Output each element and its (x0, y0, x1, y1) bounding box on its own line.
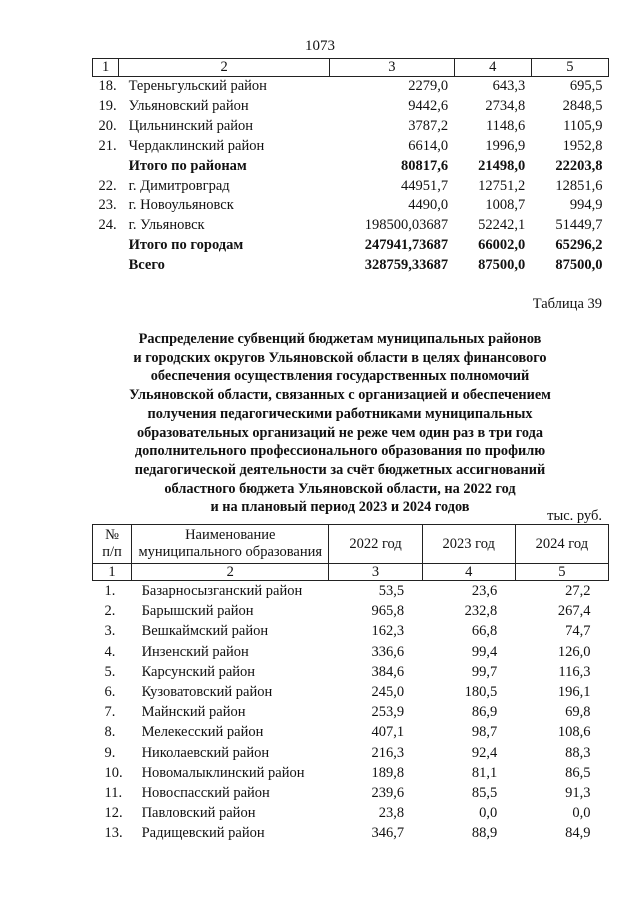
units-label: тыс. руб. (547, 508, 602, 524)
value-col4: 52242,1 (478, 217, 526, 234)
value-col3: 198500,03687 (364, 217, 449, 234)
value-2024: 267,4 (557, 603, 591, 620)
value-2023: 0,0 (479, 805, 498, 822)
municipality-name: Павловский район (141, 805, 256, 822)
row-number: 22. (98, 177, 117, 194)
value-col3: 2279,0 (408, 78, 449, 94)
value-col5: 51449,7 (555, 217, 603, 234)
title-line: и на плановый период 2023 и 2024 годов (210, 499, 470, 516)
column-number-cell: 5 (531, 59, 608, 77)
column-number-cell: 1 (93, 564, 132, 581)
value-2023: 99,7 (471, 663, 498, 680)
value-col3: 247941,73687 (364, 237, 449, 254)
municipality-name: Чердаклинский район (128, 137, 265, 154)
value-col4: 2734,8 (485, 97, 526, 114)
value-col4: 21498,0 (478, 157, 526, 174)
value-col5: 65296,2 (555, 237, 603, 254)
value-2023: 81,1 (471, 764, 498, 781)
municipality-name: Базарносызганский район (141, 583, 303, 599)
column-number-cell: 4 (454, 59, 531, 77)
municipality-name: Цильнинский район (128, 117, 254, 134)
municipality-name: г. Ульяновск (128, 217, 205, 234)
column-number-cell: 2 (119, 59, 330, 77)
value-col4: 1148,6 (485, 117, 526, 134)
value-2024: 108,6 (557, 724, 591, 741)
table-row (93, 702, 609, 722)
table-caption: Таблица 39 (532, 296, 602, 312)
header-row-number (93, 525, 132, 564)
value-2023: 88,9 (471, 825, 498, 842)
title-line: Распределение субвенций бюджетам муниципальных районов (138, 331, 542, 347)
value-col3: 4490,0 (408, 197, 449, 214)
table-row (93, 157, 609, 177)
row-number: 8. (104, 724, 116, 741)
value-col4: 12751,2 (478, 177, 526, 194)
document-title (100, 330, 580, 517)
title-line: и городских округов Ульяновской области в целях финансового (133, 349, 547, 366)
title-line: образовательных организаций не реже чем один раз в три года (136, 424, 544, 441)
table-row (93, 783, 609, 803)
value-2022: 346,7 (371, 825, 405, 842)
row-number: 3. (104, 623, 116, 640)
header-name-line1: Наименование (185, 527, 276, 543)
value-2023: 180,5 (464, 684, 498, 701)
municipality-name: Итого по районам (128, 157, 247, 174)
value-2022: 23,8 (378, 805, 405, 822)
title-line: получения педагогическими работниками муниципальных (147, 405, 533, 422)
header-year-2024: 2024 год (515, 525, 608, 564)
title-line: Ульяновской области, связанных с организацией и обеспечением (129, 387, 551, 404)
value-2022: 162,3 (371, 623, 405, 640)
value-2024: 86,5 (565, 764, 591, 781)
municipality-name: Барышский район (141, 603, 254, 620)
table-row (93, 722, 609, 742)
value-2024: 126,0 (557, 643, 591, 660)
page-number: 1073 (305, 38, 335, 54)
row-number: 2. (104, 603, 116, 620)
value-col4: 643,3 (492, 78, 526, 94)
table-header-row (93, 525, 609, 564)
row-number (93, 157, 119, 177)
value-2023: 98,7 (471, 724, 498, 741)
value-col3: 44951,7 (401, 177, 449, 194)
table-row (93, 77, 609, 97)
table-row (93, 823, 609, 843)
row-number: 19. (98, 97, 117, 114)
value-2022: 53,5 (378, 583, 405, 599)
value-col5: 87500,0 (555, 257, 603, 274)
table-row (93, 137, 609, 157)
municipality-name: Кузоватовский район (141, 684, 273, 701)
column-number-row (93, 59, 609, 77)
column-number-cell: 1 (93, 59, 119, 77)
table-row (93, 256, 609, 276)
table-row (93, 216, 609, 236)
header-municipality-name (132, 525, 329, 564)
subsidy-table-continued (92, 58, 609, 276)
row-number: 7. (104, 704, 116, 721)
value-col3: 80817,6 (401, 157, 449, 174)
table-row (93, 601, 609, 621)
value-2023: 99,4 (471, 643, 498, 660)
row-number: 24. (98, 217, 117, 234)
municipality-name: Инзенский район (141, 643, 249, 660)
table-row (93, 236, 609, 256)
row-number: 4. (104, 643, 116, 660)
row-number: 11. (104, 785, 123, 802)
municipality-name: Всего (128, 257, 165, 274)
value-2022: 965,8 (371, 603, 405, 620)
column-number-cell: 4 (422, 564, 515, 581)
value-col5: 2848,5 (562, 97, 603, 114)
header-row-number-line1: № (105, 527, 119, 543)
table-row (93, 803, 609, 823)
value-2022: 407,1 (371, 724, 405, 741)
column-number-cell: 2 (132, 564, 329, 581)
table-row (93, 662, 609, 682)
table-row (93, 97, 609, 117)
value-2023: 85,5 (471, 785, 498, 802)
column-number-cell: 5 (515, 564, 608, 581)
value-2023: 232,8 (464, 603, 498, 620)
municipality-name: г. Новоульяновск (128, 197, 234, 214)
value-2022: 216,3 (371, 744, 405, 761)
table-row (93, 117, 609, 137)
table-row (93, 682, 609, 702)
municipality-name: Вешкаймский район (141, 623, 269, 640)
municipality-name: Итого по городам (128, 237, 244, 254)
value-2023: 66,8 (471, 623, 498, 640)
value-2022: 336,6 (371, 643, 405, 660)
column-number-row (93, 564, 609, 581)
title-line: педагогической деятельности за счёт бюджетных ассигнований (134, 461, 546, 478)
value-col3: 328759,33687 (364, 257, 449, 274)
header-row-number-line2: п/п (102, 544, 122, 560)
row-number: 12. (104, 805, 123, 822)
value-2024: 88,3 (565, 744, 591, 761)
row-number: 1. (104, 583, 116, 599)
table-row (93, 743, 609, 763)
value-col4: 1008,7 (485, 197, 526, 214)
subsidy-distribution-table-body (93, 525, 609, 844)
value-col4: 87500,0 (478, 257, 526, 274)
municipality-name: Новомалыклинский район (141, 764, 305, 781)
value-2024: 0,0 (572, 805, 591, 822)
value-col5: 695,5 (569, 78, 603, 94)
value-col5: 22203,8 (555, 157, 603, 174)
title-line: областного бюджета Ульяновской области, на 2022 год (164, 480, 516, 497)
value-2024: 196,1 (557, 684, 591, 701)
value-2024: 91,3 (565, 785, 591, 802)
municipality-name: Карсунский район (141, 663, 256, 680)
value-2024: 116,3 (558, 663, 591, 680)
value-2024: 69,8 (565, 704, 591, 721)
table-row (93, 621, 609, 641)
row-number: 5. (104, 663, 116, 680)
header-year-2023: 2023 год (422, 525, 515, 564)
value-col4: 1996,9 (485, 137, 526, 154)
municipality-name: г. Димитровград (128, 177, 230, 194)
municipality-name: Майнский район (141, 704, 246, 721)
value-2022: 239,6 (371, 785, 405, 802)
row-number: 18. (98, 78, 117, 94)
value-2022: 384,6 (371, 663, 405, 680)
municipality-name: Мелекесский район (141, 724, 264, 741)
table-row (93, 642, 609, 662)
title-line: дополнительного профессионального образования по профилю (134, 443, 546, 460)
value-2023: 86,9 (471, 704, 498, 721)
municipality-name: Тереньгульский район (128, 78, 267, 94)
subsidy-table-continued-body (93, 59, 609, 277)
row-number: 6. (104, 684, 116, 701)
value-2022: 253,9 (371, 704, 405, 721)
table-row (93, 581, 609, 602)
row-number (93, 236, 119, 256)
municipality-name: Новоспасский район (141, 785, 270, 802)
table-row (93, 177, 609, 197)
column-number-cell: 3 (330, 59, 455, 77)
value-col5: 1105,9 (563, 117, 603, 134)
row-number: 23. (98, 197, 117, 214)
value-col4: 66002,0 (478, 237, 526, 254)
value-col3: 6614,0 (408, 137, 449, 154)
municipality-name: Ульяновский район (128, 97, 249, 114)
row-number: 9. (104, 744, 116, 761)
table-row (93, 763, 609, 783)
municipality-name: Николаевский район (141, 744, 270, 761)
value-2022: 189,8 (371, 764, 405, 781)
value-2024: 74,7 (565, 623, 591, 640)
header-name-line2: муниципального образования (138, 544, 323, 560)
row-number: 10. (104, 764, 123, 781)
column-number-cell: 3 (329, 564, 422, 581)
header-year-2022: 2022 год (329, 525, 422, 564)
value-2024: 84,9 (565, 825, 591, 842)
title-line: обеспечения осуществления государственных полномочий (150, 368, 530, 385)
row-number: 21. (98, 137, 117, 154)
value-2023: 92,4 (471, 744, 498, 761)
value-col5: 994,9 (569, 197, 603, 214)
value-col5: 1952,8 (562, 137, 603, 154)
value-2022: 245,0 (371, 684, 405, 701)
value-2023: 23,6 (471, 583, 498, 599)
value-col3: 9442,6 (408, 97, 449, 114)
subsidy-distribution-table (92, 524, 609, 844)
table-row (93, 196, 609, 216)
row-number: 20. (98, 117, 117, 134)
value-col5: 12851,6 (555, 177, 603, 194)
municipality-name: Радищевский район (141, 825, 265, 842)
row-number (93, 256, 119, 276)
row-number: 13. (104, 825, 123, 842)
value-col3: 3787,2 (408, 117, 449, 134)
value-2024: 27,2 (565, 583, 591, 599)
